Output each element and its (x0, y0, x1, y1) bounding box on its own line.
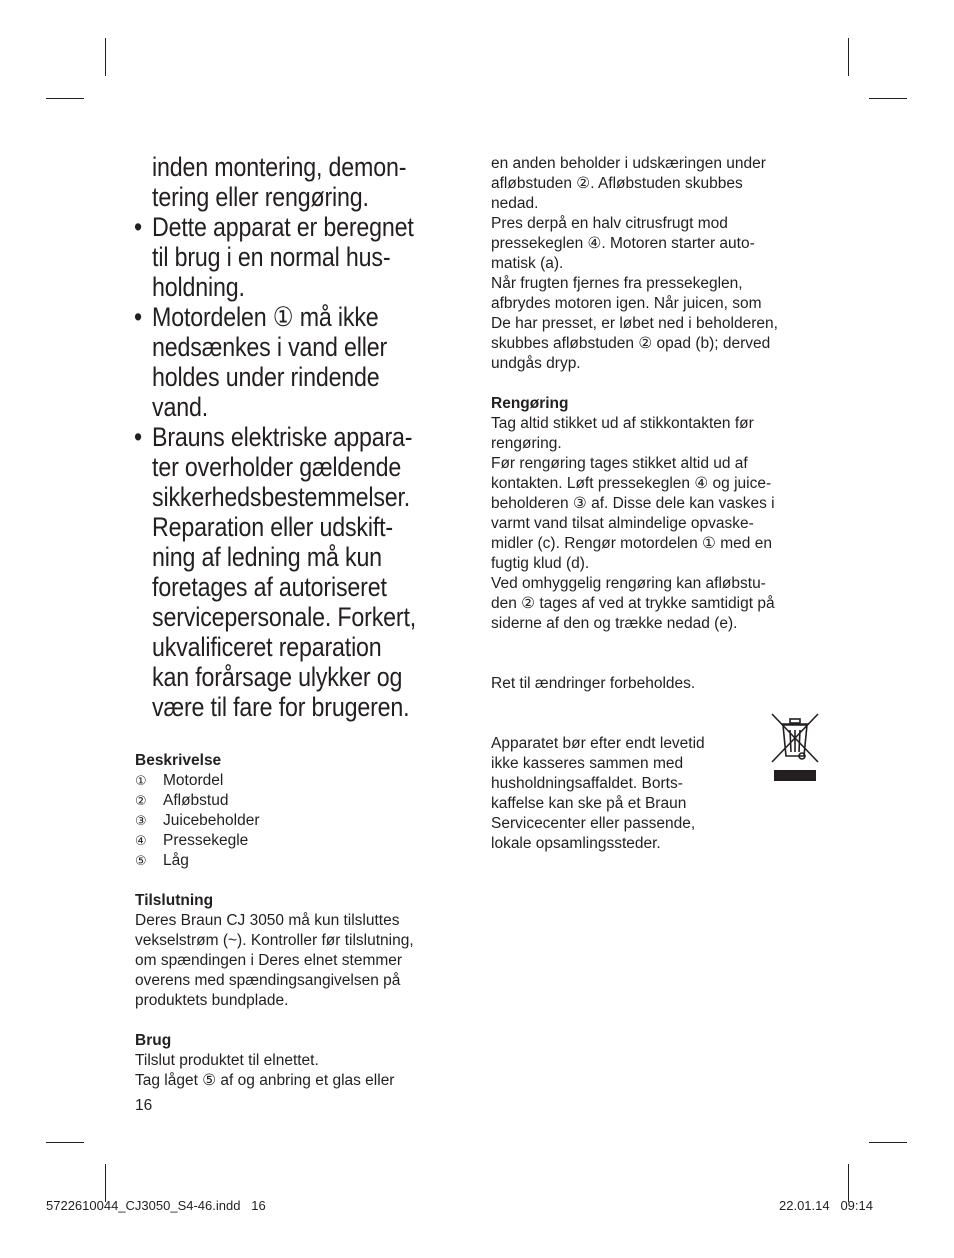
text-line: ter overholder gældende (152, 452, 402, 482)
text-line: lokale opsamlingssteder. (491, 835, 661, 852)
changes-reserved-note: Ret til ændringer forbeholdes. (491, 675, 696, 692)
text-line: husholdningsaffaldet. Borts- (491, 775, 683, 792)
text-line: rengøring. (491, 435, 562, 452)
text-line: Servicecenter eller passende, (491, 815, 696, 832)
section-heading-tilslutning: Tilslutning (135, 892, 214, 909)
text-line: Når frugten fjernes fra pressekeglen, (491, 275, 743, 292)
text-line: Brauns elektriske appara- (152, 422, 413, 452)
item-label: Motordel (163, 772, 224, 789)
text-line: vekselstrøm (~). Kontroller før tilslutning, (135, 932, 414, 949)
text-line: Reparation eller udskift- (152, 512, 393, 542)
safety-note-repair (134, 422, 426, 722)
item-number: ① (135, 773, 147, 788)
item-label: Låg (163, 852, 189, 869)
bullet: • (134, 302, 142, 332)
text-line: De har presset, er løbet ned i beholderen, (491, 315, 778, 332)
text-line: Tag låget ⑤ af og anbring et glas eller (135, 1072, 395, 1089)
crop-mark (105, 1164, 106, 1202)
crossed-out-wheelie-bin-icon (770, 712, 820, 784)
item-number: ④ (135, 833, 147, 848)
text-line: afbrydes motoren igen. Når juicen, som (491, 295, 762, 312)
bullet: • (134, 422, 142, 452)
text-line: til brug i en normal hus- (152, 242, 391, 272)
text-line: kan forårsage ulykker og (152, 662, 403, 692)
section-heading-rengoring: Rengøring (491, 395, 569, 412)
text-line: sikkerhedsbestemmelser. (152, 482, 411, 512)
text-line: produktets bundplade. (135, 992, 289, 1009)
section-heading-brug: Brug (135, 1032, 172, 1049)
text-line: ikke kasseres sammen med (491, 755, 684, 772)
bullet: • (134, 212, 142, 242)
text-line: Deres Braun CJ 3050 må kun tilsluttes (135, 912, 400, 929)
crop-mark (105, 38, 106, 76)
text-line: Tag altid stikket ud af stikkontakten før (491, 415, 754, 432)
item-number: ⑤ (135, 853, 147, 868)
crop-mark (46, 1142, 84, 1143)
item-number: ② (135, 793, 147, 808)
item-label: Afløbstud (163, 792, 229, 809)
text-line: ukvalificeret reparation (152, 632, 382, 662)
text-line: nedad. (491, 195, 539, 212)
text-line: Ved omhyggelig rengøring kan afløbstu- (491, 575, 766, 592)
footer-date: 22.01.14 09:14 (779, 1198, 873, 1213)
list-item (135, 771, 465, 791)
left-column (135, 751, 465, 1091)
item-number: ③ (135, 813, 147, 828)
item-label: Juicebeholder (163, 812, 260, 829)
text-line: om spændingen i Deres elnet stemmer (135, 952, 403, 969)
safety-note-household (134, 212, 426, 302)
text-line: kontakten. Løft pressekeglen ④ og juice- (491, 475, 772, 492)
text-line: Tilslut produktet til elnettet. (135, 1052, 319, 1069)
list-item (135, 831, 465, 851)
section-heading-beskrivelse: Beskrivelse (135, 752, 222, 769)
text-line: afløbstuden ②. Afløbstuden skubbes (491, 175, 743, 192)
text-line: Apparatet bør efter endt levetid (491, 735, 705, 752)
text-line: Dette apparat er beregnet (152, 212, 414, 242)
text-line: overens med spændingsangivelsen på (135, 972, 401, 989)
text-line: servicepersonale. Forkert, (152, 602, 417, 632)
crop-mark (848, 1164, 849, 1202)
text-line: beholderen ③ af. Disse dele kan vaskes i (491, 495, 775, 512)
page-number: 16 (135, 1097, 153, 1114)
safety-notes (134, 152, 426, 722)
text-line: matisk (a). (491, 255, 564, 272)
crop-mark (46, 98, 84, 99)
list-item (135, 791, 465, 811)
item-label: Pressekegle (163, 832, 249, 849)
text-line: ning af ledning må kun (152, 542, 382, 572)
text-line: Før rengøring tages stikket altid ud af (491, 455, 748, 472)
crop-mark (869, 1142, 907, 1143)
text-line: foretages af autoriseret (152, 572, 387, 602)
list-item (135, 851, 465, 871)
text-line: kaffelse kan ske på et Braun (491, 795, 687, 812)
safety-note-continued (134, 152, 426, 212)
text-line: Motordelen ① må ikke (152, 302, 379, 332)
text-line: Pres derpå en halv citrusfrugt mod (491, 215, 728, 232)
text-line: holdes under rindende (152, 362, 380, 392)
text-line: skubbes afløbstuden ② opad (b); derved (491, 335, 771, 352)
text-line: siderne af den og trække nedad (e). (491, 615, 738, 632)
text-line: varmt vand tilsat almindelige opvaske- (491, 515, 754, 532)
text-line: midler (c). Rengør motordelen ① med en (491, 535, 772, 552)
text-line: være til fare for brugeren. (152, 692, 410, 722)
crop-mark (848, 38, 849, 76)
crop-mark (869, 98, 907, 99)
list-item (135, 811, 465, 831)
safety-note-water (134, 302, 426, 422)
text-line: undgås dryp. (491, 355, 581, 372)
text-line: den ② tages af ved at trykke samtidigt på (491, 595, 775, 612)
text-line: vand. (152, 392, 209, 422)
text-line: fugtig klud (d). (491, 555, 590, 572)
text-line: en anden beholder i udskæringen under (491, 155, 766, 172)
text-line: nedsænkes i vand eller (152, 332, 388, 362)
footer-file-info: 5722610044_CJ3050_S4-46.indd 16 (46, 1198, 266, 1213)
safety-note-text: inden montering, demon-tering eller rengøring. (152, 152, 407, 212)
text-line: holdning. (152, 272, 245, 302)
text-line: pressekeglen ④. Motoren starter auto- (491, 235, 755, 252)
